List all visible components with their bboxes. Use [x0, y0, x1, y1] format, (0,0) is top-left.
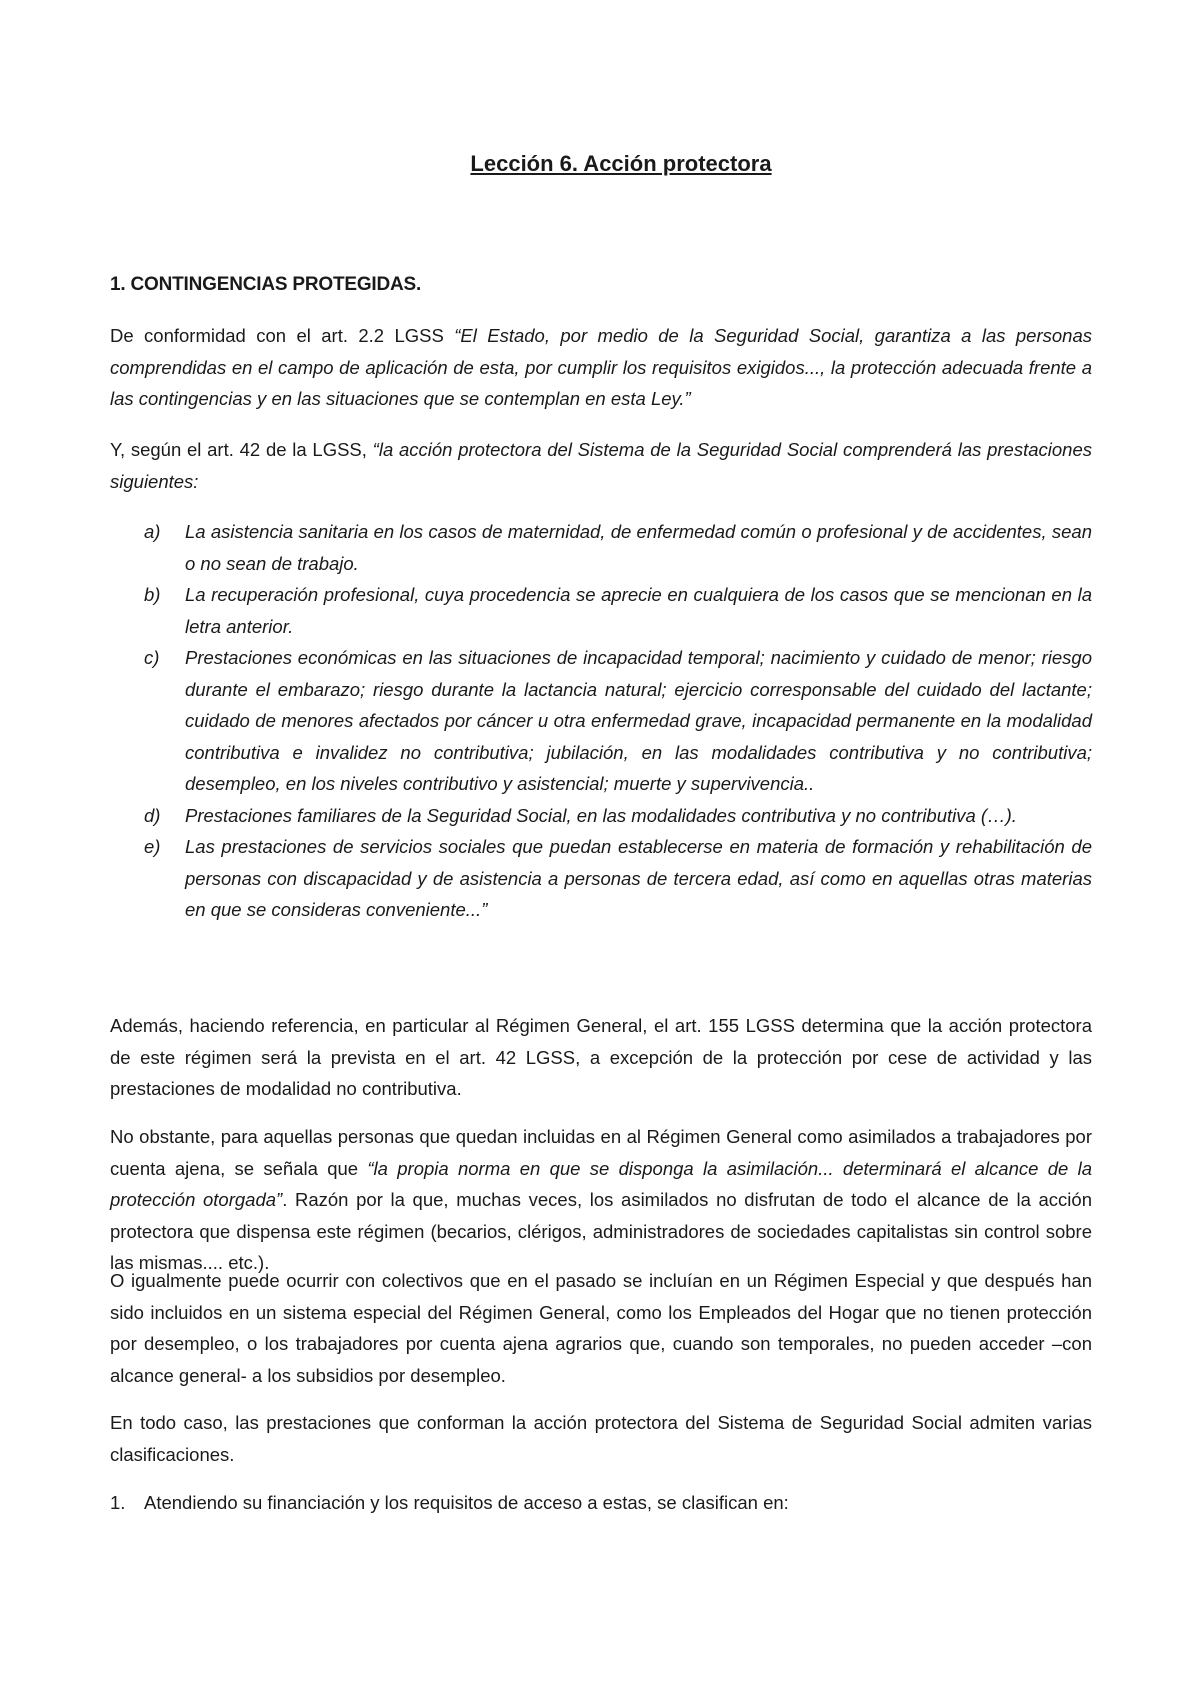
paragraph-clasificaciones: En todo caso, las prestaciones que conforman la acción protectora del Sistema de Seguridad Social admiten varias clasificaciones.	[110, 1412, 1092, 1465]
paragraph-colectivos: O igualmente puede ocurrir con colectivos que en el pasado se incluían en un Régimen Especial y que después han sido incluidos en un sistema especial del Régimen General, como los Empleados del Hogar que no tienen protección por desempleo, o los trabajadores por cuenta ajena agrarios que, cuando son temporales, no pueden acceder –con alcance general- a los subsidios por desempleo.	[110, 1270, 1092, 1386]
list-item-b	[110, 579, 1092, 642]
paragraph-lead: No obstante, para aquellas personas que quedan incluidas en al Régimen General como asimilados a trabajadores por cuenta ajena, se señala que	[110, 1126, 1092, 1179]
page-title: Lección 6. Acción protectora	[470, 151, 772, 176]
section-heading: 1. CONTINGENCIAS PROTEGIDAS.	[110, 274, 422, 295]
paragraph-lead: Y, según el art. 42 de la LGSS,	[110, 439, 373, 460]
list-item-e	[110, 831, 1092, 926]
legal-quote: “la acción protectora del Sistema de la Seguridad Social comprenderá las prestaciones siguientes:	[110, 439, 1092, 492]
paragraph-asimilados	[110, 1121, 1092, 1279]
list-item-text: Las prestaciones de servicios sociales que puedan establecerse en materia de formación y rehabilitación de personas con discapacidad y de asistencia a personas de tercera edad, así como en aquellas otras materias en que se consideras conveniente...”	[185, 836, 1092, 920]
benefits-list	[110, 516, 1092, 926]
list-item-a	[110, 516, 1092, 579]
list-item-text: La asistencia sanitaria en los casos de maternidad, de enfermedad común o profesional y de accidentes, sean o no sean de trabajo.	[185, 521, 1092, 574]
list-item-d	[110, 800, 1092, 832]
list-item-text: La recuperación profesional, cuya procedencia se aprecie en cualquiera de los casos que se mencionan en la letra anterior.	[185, 584, 1092, 637]
paragraph-art-42	[110, 434, 1092, 497]
list-item-c	[110, 642, 1092, 800]
list-marker: c)	[144, 647, 160, 668]
numbered-item-1	[110, 1487, 1092, 1519]
paragraph-lead: De conformidad con el art. 2.2 LGSS	[110, 325, 455, 346]
paragraph-art-2-2	[110, 320, 1092, 415]
list-item-text: Prestaciones familiares de la Seguridad Social, en las modalidades contributiva y no contributiva (…).	[185, 804, 1017, 826]
numbered-text: Atendiendo su financiación y los requisitos de acceso a estas, se clasifican en:	[144, 1492, 789, 1513]
paragraph-tail: . Razón por la que, muchas veces, los asimilados no disfrutan de todo el alcance de la acción protectora que dispensa este régimen (becarios, clérigos, administradores de sociedades capitalistas sin control sobre las mismas.... etc.).	[110, 1189, 1092, 1273]
list-marker: b)	[144, 584, 161, 605]
list-marker: e)	[144, 836, 161, 857]
list-marker: d)	[144, 804, 161, 826]
document-body	[110, 148, 1092, 1513]
list-item-text: Prestaciones económicas en las situaciones de incapacidad temporal; nacimiento y cuidado de menor; riesgo durante el embarazo; riesgo durante la lactancia natural; ejercicio corresponsable del cuidado del lactante; cuidado de menores afectados por cáncer u otra enfermedad grave, incapacidad permanente en la modalidad contributiva e invalidez no contributiva; jubilación, en las modalidades contributiva y no contributiva; desempleo, en los niveles contributivo y asistencial; muerte y supervivencia..	[185, 647, 1092, 794]
legal-quote: “la propia norma en que se disponga la asimilación... determinará el alcance de la protección otorgada”	[110, 1157, 1092, 1210]
numbered-marker: 1.	[110, 1492, 126, 1513]
paragraph-art-155: Además, haciendo referencia, en particular al Régimen General, el art. 155 LGSS determina que la acción protectora de este régimen será la prevista en el art. 42 LGSS, a excepción de la protección por cese de actividad y las prestaciones de modalidad no contributiva.	[110, 1015, 1092, 1099]
legal-quote: “El Estado, por medio de la Seguridad Social, garantiza a las personas comprendidas en el campo de aplicación de esta, por cumplir los requisitos exigidos..., la protección adecuada frente a las contingencias y en las situaciones que se contemplan en esta Ley.”	[110, 325, 1092, 409]
list-marker: a)	[144, 521, 161, 542]
